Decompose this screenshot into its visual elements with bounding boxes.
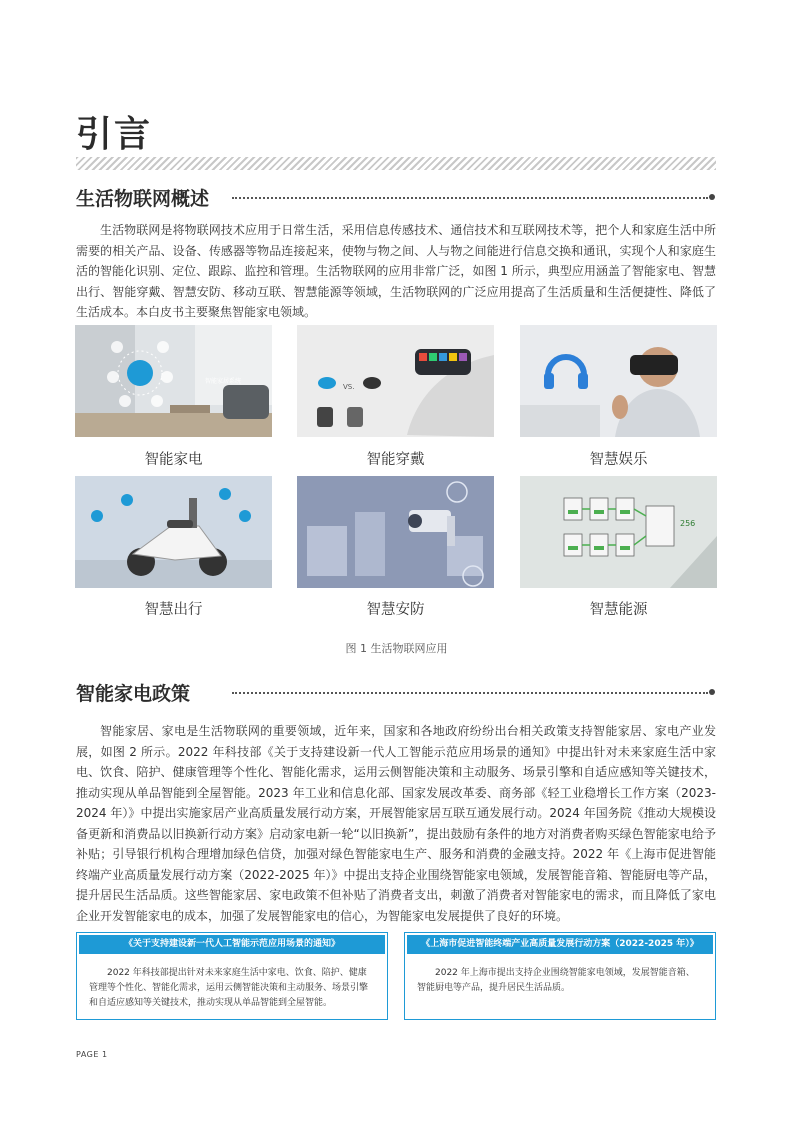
policy-box-ministry	[76, 932, 388, 1020]
section-heading-policy: 智能家电政策	[76, 683, 191, 705]
figure-caption: 图 1 生活物联网应用	[345, 642, 448, 655]
image-text-256: 256	[680, 519, 696, 528]
title-hatch-divider	[76, 157, 716, 170]
policy-box-shanghai	[404, 932, 716, 1020]
image-wearable	[297, 325, 494, 437]
image-energy	[520, 476, 717, 588]
image-text-smart-home: 智能家居系统	[205, 378, 242, 385]
section-divider	[232, 692, 708, 694]
image-entertainment	[520, 325, 717, 437]
image-security	[297, 476, 494, 588]
policy-box-title: 《上海市促进智能终端产业高质量发展行动方案（2022-2025 年）》	[407, 935, 713, 954]
label-wearable: 智能穿戴	[366, 452, 425, 468]
image-text-vs: VS.	[343, 383, 355, 391]
label-mobility: 智慧出行	[144, 602, 203, 618]
label-energy: 智慧能源	[589, 602, 648, 618]
image-smart-appliance	[75, 325, 272, 437]
policy-box-title: 《关于支持建设新一代人工智能示范应用场景的通知》	[79, 935, 385, 954]
section-divider-dot	[709, 689, 715, 695]
policy-box-body: 2022 年上海市提出支持企业围绕智能家电领域，发展智能音箱、智能厨电等产品，提升居民生活品质。	[417, 968, 695, 993]
policy-paragraph: 智能家居、家电是生活物联网的重要领域，近年来，国家和各地政府纷纷出台相关政策支持智能家居、家电产业发展，如图 2 所示。2022 年科技部《关于支持建设新一代人工智能示范应用场景的通知》中提出针对未来家庭生活中家电、饮食、陪护、健康管理等个性化、智能化需求，运用云侧智能决策和主动服务、场景引擎和自适应感知等关键技术，推动实现从单品智能到全屋智能。2023 年工业和信息化部、国家发展改革委、商务部《轻工业稳增长工作方案（2023-2024 年）》中提出实施家居产业高质量发展行动方案，开展智能家居互联互通发展行动。2024 年国务院《推动大规模设备更新和消费品以旧换新行动方案》启动家电新一轮“以旧换新”，提出鼓励有条件的地方对消费者购买绿色智能家电给予补贴；引导银行机构合理增加绿色信贷，加强对绿色智能家电生产、服务和消费的金融支持。2022 年《上海市促进智能终端产业高质量发展行动方案（2022-2025 年）》中提出支持企业围绕智能家电领域，发展智能音箱、智能厨电等产品，提升居民生活品质。这些智能家居、家电政策不但补贴了消费者支出，刺激了消费者对智能家电的需求，而且降低了家电企业开发智能家电的成本，加强了发展智能家电的信心，为智能家电发展提供了良好的环境。	[76, 724, 716, 923]
page-title: 引言	[76, 114, 153, 155]
label-entertainment: 智慧娱乐	[589, 452, 648, 468]
section-divider-dot	[709, 194, 715, 200]
overview-paragraph: 生活物联网是将物联网技术应用于日常生活，采用信息传感技术、通信技术和互联网技术等，把个人和家庭生活中所需要的相关产品、设备、传感器等物品连接起来，使物与物之间、人与物之间能进行信息交换和通讯，实现个人和家庭生活的智能化识别、定位、跟踪、监控和管理。生活物联网的应用非常广泛，如图 1 所示，典型应用涵盖了智能家电、智慧出行、智能穿戴、智慧安防、移动互联、智慧能源等领域，生活物联网的广泛应用提高了生活质量和生活便捷性、降低了生活成本。本白皮书主要聚焦智能家电领域。	[76, 223, 716, 319]
label-security: 智慧安防	[366, 602, 425, 618]
section-divider	[232, 197, 708, 199]
page-number: PAGE 1	[76, 1050, 108, 1059]
image-mobility	[75, 476, 272, 588]
section-heading-overview: 生活物联网概述	[76, 188, 210, 210]
policy-box-body: 2022 年科技部提出针对未来家庭生活中家电、饮食、陪护、健康管理等个性化、智能化需求，运用云侧智能决策和主动服务、场景引擎和自适应感知等关键技术，推动实现从单品智能到全屋智能。	[89, 968, 369, 1008]
label-smart-appliance: 智能家电	[144, 452, 203, 468]
